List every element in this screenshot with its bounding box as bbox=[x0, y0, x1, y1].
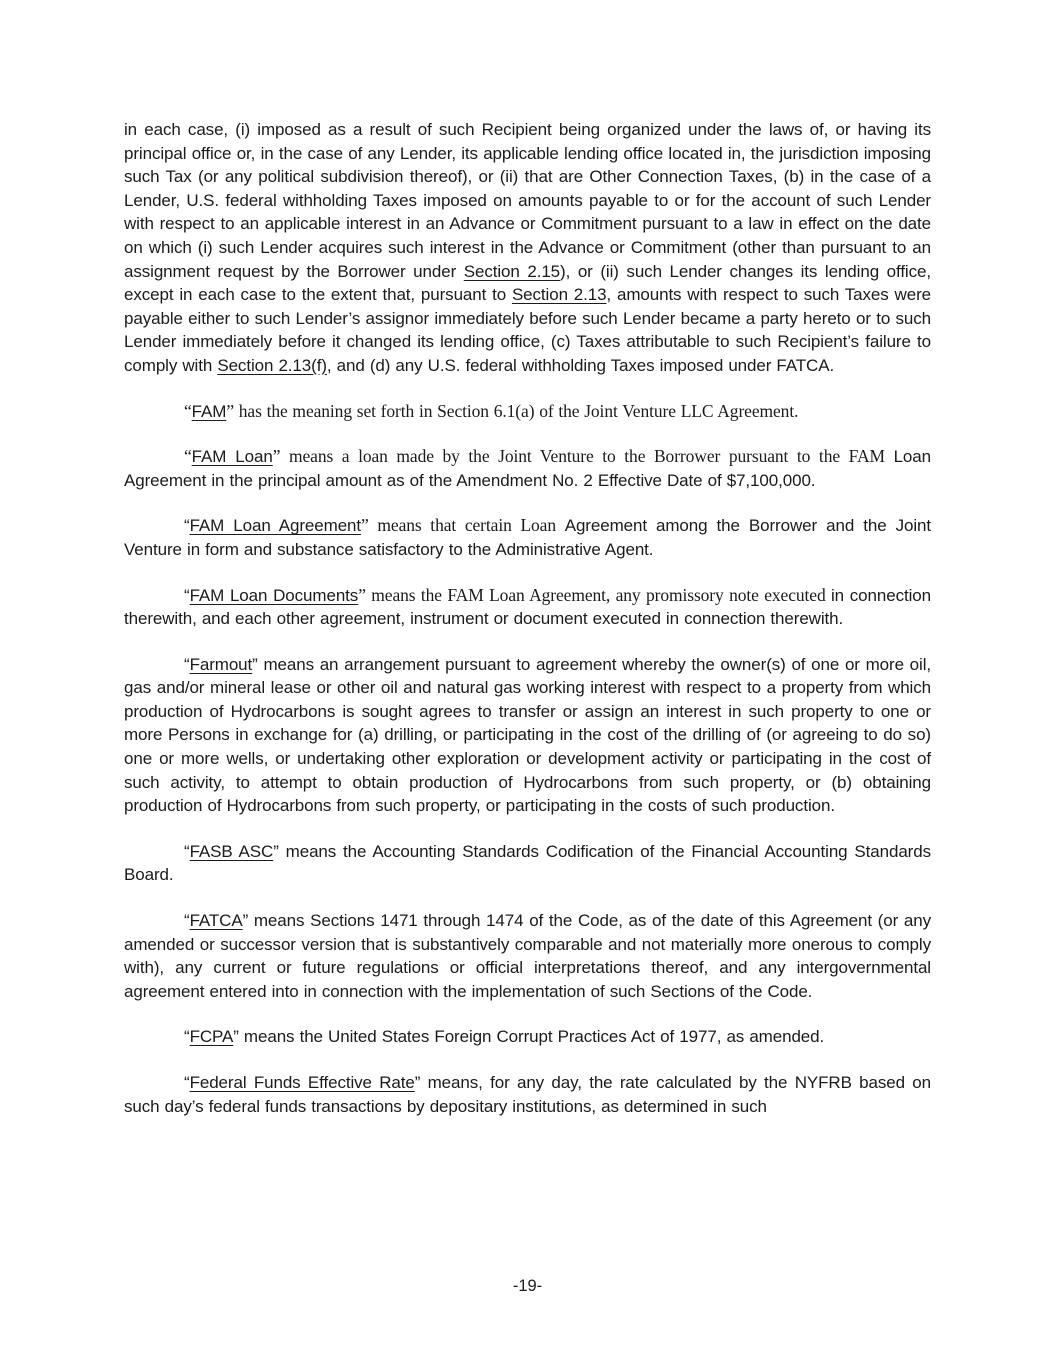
text-run: ” means a loan made by the Joint Venture to the Borrower pursuant to the FAM bbox=[272, 446, 894, 467]
defined-term: FAM Loan bbox=[191, 447, 273, 467]
defined-term: FAM Loan Agreement bbox=[189, 516, 362, 536]
text-run: “ bbox=[184, 654, 190, 674]
text-run: “ bbox=[184, 841, 190, 861]
definition-fatca bbox=[124, 909, 931, 1003]
definition-fam-loan bbox=[124, 445, 931, 492]
definition-fam bbox=[124, 400, 931, 424]
text-run: Agreement among the Borrower and the Joint Venture in form and substance satisfactory to the Administrative Agent. bbox=[124, 516, 931, 559]
definition-farmout bbox=[124, 653, 931, 818]
defined-term: Section 2.13(f) bbox=[217, 355, 327, 375]
text-run: ” means the United States Foreign Corrupt Practices Act of 1977, as amended. bbox=[233, 1027, 825, 1047]
text-run: “ bbox=[184, 911, 190, 931]
text-run: ), or (ii) such Lender changes its lending office, except in each case to the extent that, pursuant to bbox=[124, 261, 931, 305]
text-run: , and (d) any U.S. federal withholding Taxes imposed under FATCA. bbox=[326, 355, 835, 375]
text-run: “ bbox=[184, 516, 190, 536]
text-run: “ bbox=[184, 585, 190, 605]
defined-term: FAM Loan Documents bbox=[189, 585, 359, 605]
text-run: ” means an arrangement pursuant to agreement whereby the owner(s) of one or more oil, gas and/or mineral lease or other oil and natural gas working interest with respect to a property from which production of Hydrocarbons is sought agrees to transfer or assign an interest in such property to one or more Persons in exchange for (a) drilling, or participating in the cost of the drilling of (or agreeing to do so) one or more wells, or undertaking other exploration or development activity or participating in the cost of such activity, to attempt to obtain production of Hydrocarbons from such property, or (b) obtaining production of Hydrocarbons from such property, or participating in the costs of such production. bbox=[124, 654, 931, 816]
definition-fam-loan-agreement bbox=[124, 514, 931, 561]
paragraph-taxes-continuation bbox=[124, 118, 931, 378]
text-run: ” means the FAM Loan Agreement, any promissory note executed bbox=[358, 584, 831, 605]
text-run: in each case, (i) imposed as a result of such Recipient being organized under the laws of, or having its principal office or, in the case of any Lender, its applicable lending office located in, the jurisdiction imposing such Tax (or any political subdivision thereof), or (ii) that are Other Connection Taxes, (b) in the case of a Lender, U.S. federal withholding Taxes imposed on amounts payable to or for the account of such Lender with respect to an applicable interest in an Advance or Commitment pursuant to a law in effect on the date on which (i) such Lender acquires such interest in the Advance or Commitment (other than pursuant to an assignment request by the Borrower under bbox=[124, 120, 931, 281]
text-run: , amounts with respect to such Taxes were payable either to such Lender’s assignor immediately before such Lender became a party hereto or to such Lender immediately before it changed its lending office, (c) Taxes attributable to such Recipient’s failure to comply with bbox=[124, 285, 931, 375]
defined-term: Farmout bbox=[189, 654, 253, 674]
text-run: “ bbox=[184, 1027, 190, 1047]
text-run: ” has the meaning set forth in Section 6.1(a) of the Joint Venture LLC Agreement. bbox=[226, 400, 799, 421]
text-run: Loan Agreement in the principal amount as of the Amendment No. 2 Effective Date of $7,100,000. bbox=[124, 447, 931, 490]
page-number: -19- bbox=[512, 1277, 543, 1295]
definition-fam-loan-documents bbox=[124, 584, 931, 631]
text-run: “ bbox=[184, 400, 192, 421]
text-run: “ bbox=[184, 446, 192, 467]
text-run: ” means that certain Loan bbox=[361, 515, 565, 536]
defined-term: Section 2.13 bbox=[511, 285, 607, 305]
defined-term: FCPA bbox=[189, 1027, 234, 1047]
text-run: “ bbox=[184, 1073, 190, 1092]
text-run: ” means the Accounting Standards Codification of the Financial Accounting Standards Board. bbox=[124, 841, 931, 885]
text-run: in connection therewith, and each other agreement, instrument or document executed in connection therewith. bbox=[124, 585, 932, 629]
defined-term: Section 2.15 bbox=[463, 261, 561, 281]
defined-term: FASB ASC bbox=[189, 841, 274, 861]
definition-federal-funds-effective-rate bbox=[124, 1071, 931, 1118]
text-run: ” means, for any day, the rate calculated by the NYFRB based on such day’s federal funds transactions by depositary institutions, as determined in such bbox=[124, 1073, 931, 1116]
definition-fasb-asc bbox=[124, 840, 931, 887]
text-run: ” means Sections 1471 through 1474 of the Code, as of the date of this Agreement (or any amended or successor version that is substantively comparable and not materially more onerous to comply with), any current or future regulations or official interpretations thereof, and any intergovernmental agreement entered into in connection with the implementation of such Sections of the Code. bbox=[124, 911, 931, 1001]
defined-term: FAM bbox=[191, 401, 227, 421]
defined-term: FATCA bbox=[189, 911, 243, 931]
defined-term: Federal Funds Effective Rate bbox=[189, 1073, 415, 1092]
document-body bbox=[124, 118, 931, 1140]
definition-fcpa bbox=[124, 1025, 931, 1049]
